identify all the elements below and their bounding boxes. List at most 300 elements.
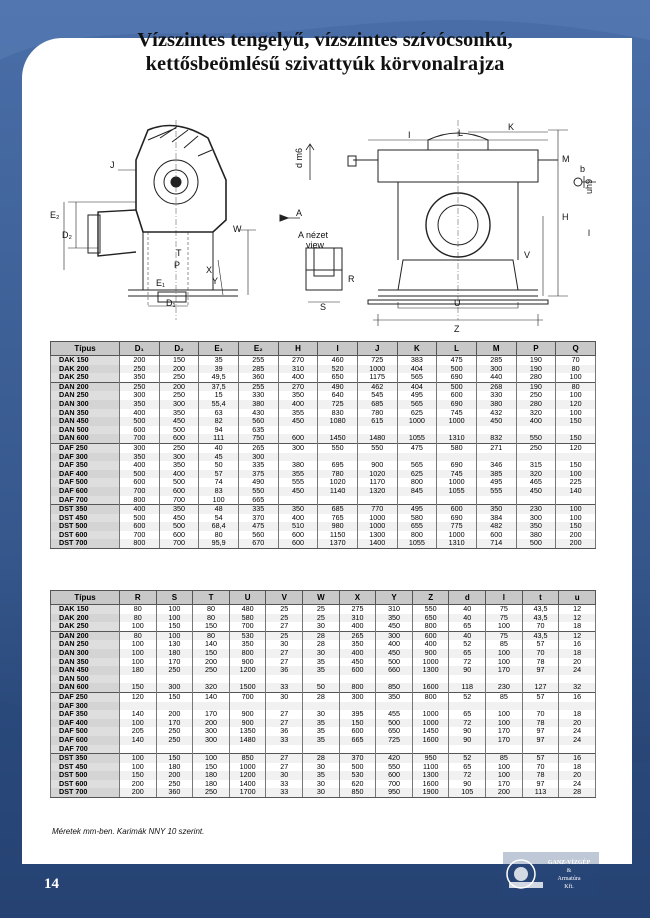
dimension-cell: 275 <box>339 605 376 614</box>
dimension-cell: 600 <box>278 434 318 443</box>
dimension-cell: 72 <box>449 658 486 667</box>
table-row <box>51 522 596 531</box>
dimension-cell: 250 <box>156 727 193 736</box>
dimension-cell: 800 <box>397 478 437 487</box>
dimension-cell: 440 <box>476 373 516 382</box>
dimension-table-2 <box>50 590 596 798</box>
dimension-cell: 1480 <box>229 736 266 745</box>
dimension-cell: 530 <box>339 771 376 780</box>
dimension-cell: 27 <box>266 710 303 719</box>
column-header: V <box>266 591 303 605</box>
column-header: K <box>397 342 437 356</box>
table-row <box>51 539 596 548</box>
dimension-cell: 482 <box>476 522 516 531</box>
dimension-cell: 127 <box>522 683 559 692</box>
dimension-cell: 550 <box>357 443 397 452</box>
dimension-cell: 700 <box>120 487 160 496</box>
label-M: M <box>562 154 570 164</box>
pump-type-cell: DAN 500 <box>51 675 120 684</box>
logo-text-4: Kft. <box>564 884 574 890</box>
dimension-cell <box>449 675 486 684</box>
dimension-cell <box>229 702 266 711</box>
dimension-cell: 100 <box>120 640 157 649</box>
pump-type-cell: DST 350 <box>51 505 120 514</box>
dimension-cell <box>486 702 523 711</box>
dimension-cell: 550 <box>238 487 278 496</box>
dimension-cell: 280 <box>516 400 556 409</box>
dimension-cell: 1150 <box>318 531 358 540</box>
dimension-cell: 530 <box>229 631 266 640</box>
dimension-cell: 43,5 <box>522 631 559 640</box>
dimension-cell: 1400 <box>229 780 266 789</box>
dimension-cell: 500 <box>159 522 199 531</box>
pump-type-cell: DAF 250 <box>51 692 120 701</box>
table-row <box>51 487 596 496</box>
dimension-cell <box>522 702 559 711</box>
dimension-cell: 560 <box>238 417 278 426</box>
table-row <box>51 356 596 365</box>
dimension-cell: 52 <box>449 754 486 763</box>
dimension-cell: 832 <box>476 434 516 443</box>
table-row <box>51 365 596 374</box>
dimension-cell: 580 <box>397 514 437 523</box>
pump-type-cell: DAF 700 <box>51 745 120 754</box>
dimension-cell <box>278 453 318 462</box>
dimension-cell: 500 <box>516 539 556 548</box>
dimension-cell: 85 <box>486 640 523 649</box>
dimension-cell <box>449 745 486 754</box>
dimension-cell: 100 <box>556 470 596 479</box>
dimension-cell: 140 <box>193 640 230 649</box>
dimension-cell: 190 <box>516 382 556 391</box>
dimension-cell: 700 <box>376 780 413 789</box>
dimension-cell: 380 <box>476 400 516 409</box>
dimension-cell: 400 <box>278 400 318 409</box>
pump-type-cell: DAF 300 <box>51 702 120 711</box>
dimension-cell: 35 <box>303 727 340 736</box>
pump-type-cell: DAN 200 <box>51 382 120 391</box>
column-header: D₂ <box>159 342 199 356</box>
dimension-cell: 43,5 <box>522 614 559 623</box>
dimension-cell: 350 <box>120 453 160 462</box>
dimension-cell: 1350 <box>229 727 266 736</box>
column-header: L <box>437 342 477 356</box>
dimension-cell: 346 <box>476 461 516 470</box>
dimension-cell: 400 <box>339 649 376 658</box>
detail-view <box>280 144 342 302</box>
dimension-cell: 600 <box>120 522 160 531</box>
pump-type-cell: DAK 250 <box>51 373 120 382</box>
table-row <box>51 505 596 514</box>
dimension-cell: 450 <box>159 514 199 523</box>
dimension-cell: 33 <box>266 788 303 797</box>
dimension-cell: 300 <box>159 453 199 462</box>
dimension-cell: 150 <box>556 461 596 470</box>
dimension-cell: 100 <box>193 754 230 763</box>
table-row <box>51 434 596 443</box>
dimension-cell: 75 <box>486 614 523 623</box>
label-X: X <box>206 265 213 275</box>
dimension-cell: 65 <box>449 649 486 658</box>
dimension-cell <box>357 426 397 435</box>
dimension-cell: 200 <box>156 771 193 780</box>
dimension-cell: 36 <box>266 666 303 675</box>
dimension-cell: 90 <box>449 666 486 675</box>
dimension-cell: 70 <box>522 622 559 631</box>
pump-type-cell: DAF 250 <box>51 443 120 452</box>
dimension-cell: 380 <box>238 400 278 409</box>
dimension-cell: 1020 <box>357 470 397 479</box>
dimension-cell <box>266 745 303 754</box>
dimension-cell: 100 <box>556 409 596 418</box>
dimension-cell: 450 <box>376 622 413 631</box>
dimension-cell: 30 <box>303 622 340 631</box>
column-header: d <box>449 591 486 605</box>
label-J: J <box>110 160 115 170</box>
dimension-cell: 495 <box>397 391 437 400</box>
pump-type-cell: DAF 500 <box>51 727 120 736</box>
dimension-cell <box>339 675 376 684</box>
column-header-type: Típus <box>51 342 120 356</box>
dimension-cell: 850 <box>229 754 266 763</box>
dimension-cell: 800 <box>412 692 449 701</box>
pump-type-cell: DAN 350 <box>51 409 120 418</box>
dimension-cell: 420 <box>376 754 413 763</box>
dimension-cell: 1000 <box>437 531 477 540</box>
side-view <box>64 120 256 320</box>
dimension-cell: 100 <box>486 658 523 667</box>
dimension-cell: 205 <box>120 727 157 736</box>
dimension-cell: 27 <box>266 754 303 763</box>
dimension-cell: 650 <box>412 614 449 623</box>
dimension-cell: 100 <box>556 505 596 514</box>
dimension-cell: 85 <box>486 692 523 701</box>
dimension-cell: 430 <box>238 409 278 418</box>
dimension-cell <box>397 426 437 435</box>
dimension-cell: 75 <box>486 605 523 614</box>
dimension-cell: 200 <box>159 365 199 374</box>
dimension-cell: 140 <box>120 736 157 745</box>
dimension-cell: 580 <box>437 443 477 452</box>
label-P: P <box>174 260 181 270</box>
dimension-cell: 1055 <box>397 434 437 443</box>
dimension-cell: 555 <box>278 478 318 487</box>
label-dm6: d m6 <box>294 147 304 168</box>
dimension-cell: 350 <box>229 640 266 649</box>
dimension-cell: 383 <box>397 356 437 365</box>
pump-type-cell: DAN 450 <box>51 417 120 426</box>
dimension-cell: 150 <box>156 692 193 701</box>
dimension-cell: 255 <box>238 356 278 365</box>
table-row <box>51 409 596 418</box>
label-D2: D₂ <box>62 230 72 240</box>
dimension-cell: 250 <box>159 443 199 452</box>
dimension-cell: 68,4 <box>199 522 239 531</box>
pump-type-cell: DAF 350 <box>51 461 120 470</box>
dimension-cell: 82 <box>199 417 239 426</box>
pump-type-cell: DST 500 <box>51 522 120 531</box>
dimension-cell: 1370 <box>318 539 358 548</box>
dimension-cell: 74 <box>199 478 239 487</box>
dimension-cell: 200 <box>193 719 230 728</box>
dimension-cell <box>156 702 193 711</box>
dimension-cell <box>303 745 340 754</box>
dimension-cell: 700 <box>229 692 266 701</box>
dimension-cell: 640 <box>318 391 358 400</box>
dimension-cell: 36 <box>266 727 303 736</box>
dimension-cell: 500 <box>159 478 199 487</box>
table-row <box>51 478 596 487</box>
dimension-cell: 600 <box>278 531 318 540</box>
dimension-cell: 300 <box>120 391 160 400</box>
dimension-cell: 745 <box>437 409 477 418</box>
dimension-cell: 520 <box>318 365 358 374</box>
table-row <box>51 754 596 763</box>
dimension-cell: 100 <box>199 496 239 505</box>
dimension-cell <box>156 745 193 754</box>
dimension-cell: 78 <box>522 658 559 667</box>
dimension-cell: 40 <box>449 631 486 640</box>
dimension-cell: 1000 <box>412 719 449 728</box>
dimension-cell: 35 <box>303 771 340 780</box>
table-row <box>51 496 596 505</box>
dimension-cell: 700 <box>229 622 266 631</box>
dimension-cell <box>303 675 340 684</box>
dimension-cell: 1480 <box>357 434 397 443</box>
front-view <box>348 120 596 326</box>
dimension-cell: 830 <box>318 409 358 418</box>
dimension-cell: 395 <box>339 710 376 719</box>
dimension-cell <box>266 702 303 711</box>
dimension-cell: 130 <box>156 640 193 649</box>
dimension-cell: 350 <box>278 505 318 514</box>
dimension-cell: 1000 <box>357 514 397 523</box>
dimension-cell: 18 <box>559 622 596 631</box>
dimension-cell: 465 <box>516 478 556 487</box>
label-W: W <box>233 224 242 234</box>
dimension-cell: 700 <box>120 531 160 540</box>
dimension-cell: 1900 <box>412 788 449 797</box>
pump-type-cell: DST 500 <box>51 771 120 780</box>
dimension-cell: 1400 <box>357 539 397 548</box>
dimension-cell: 450 <box>278 417 318 426</box>
table-row <box>51 417 596 426</box>
dimension-cell <box>120 702 157 711</box>
dimension-cell: 685 <box>318 505 358 514</box>
dimension-cell: 180 <box>120 666 157 675</box>
dimension-cell: 1300 <box>412 771 449 780</box>
pump-type-cell: DAN 600 <box>51 434 120 443</box>
dimension-cell: 200 <box>120 780 157 789</box>
dimension-cell: 63 <box>199 409 239 418</box>
dimension-cell: 600 <box>278 539 318 548</box>
dimension-cell: 12 <box>559 614 596 623</box>
logo-text-3: Armatúra <box>557 876 581 882</box>
dimension-cell: 140 <box>193 692 230 701</box>
dimension-cell: 150 <box>120 771 157 780</box>
dimension-cell: 250 <box>193 666 230 675</box>
dimension-cell: 230 <box>516 505 556 514</box>
title-line-2: kettősbeömlésű szivattyúk körvonalrajza <box>145 53 505 75</box>
dimension-cell: 1200 <box>229 666 266 675</box>
dimension-cell <box>476 453 516 462</box>
dimension-cell: 80 <box>556 382 596 391</box>
page-title <box>0 28 650 76</box>
dimension-cell: 30 <box>266 692 303 701</box>
dimension-cell: 35 <box>303 666 340 675</box>
dimension-cell: 70 <box>522 710 559 719</box>
dimension-cell: 500 <box>159 426 199 435</box>
dimension-cell: 105 <box>449 788 486 797</box>
dimension-cell: 200 <box>159 382 199 391</box>
dimension-cell: 1000 <box>229 763 266 772</box>
dimension-cell: 70 <box>522 649 559 658</box>
dimension-cell: 565 <box>397 461 437 470</box>
dimension-cell: 650 <box>376 727 413 736</box>
dimension-cell <box>486 675 523 684</box>
table-row <box>51 470 596 479</box>
dimension-cell: 30 <box>303 788 340 797</box>
dimension-cell: 380 <box>278 461 318 470</box>
view-caption-2: view <box>306 240 325 250</box>
dimension-cell: 462 <box>357 382 397 391</box>
dimension-cell: 450 <box>516 487 556 496</box>
column-header: t <box>522 591 559 605</box>
dimension-cell: 550 <box>412 605 449 614</box>
dimension-cell <box>559 702 596 711</box>
dimension-cell: 300 <box>476 365 516 374</box>
dimension-cell: 49,5 <box>199 373 239 382</box>
dimension-cell: 150 <box>156 754 193 763</box>
table-row <box>51 745 596 754</box>
label-T: T <box>176 248 182 258</box>
table-row <box>51 649 596 658</box>
dimension-cell: 600 <box>412 631 449 640</box>
dimension-cell: 80 <box>199 531 239 540</box>
dimension-cell: 300 <box>159 400 199 409</box>
dimension-cell: 625 <box>397 470 437 479</box>
dimension-cell: 375 <box>238 470 278 479</box>
dimension-cell: 12 <box>559 605 596 614</box>
dimension-cell: 97 <box>522 780 559 789</box>
dimension-cell: 350 <box>339 640 376 649</box>
dimension-cell: 35 <box>303 736 340 745</box>
dimension-cell: 170 <box>486 666 523 675</box>
pump-type-cell: DAF 700 <box>51 496 120 505</box>
dimension-cell: 27 <box>266 622 303 631</box>
table-row <box>51 719 596 728</box>
dimension-cell: 150 <box>159 356 199 365</box>
dimension-cell: 100 <box>486 710 523 719</box>
dimension-cell: 700 <box>159 539 199 548</box>
dimension-cell: 95,9 <box>199 539 239 548</box>
dimension-cell <box>376 675 413 684</box>
table-row <box>51 391 596 400</box>
dimension-cell: 118 <box>449 683 486 692</box>
dimension-cell: 300 <box>238 453 278 462</box>
dimension-cell: 27 <box>266 763 303 772</box>
dimension-cell: 455 <box>376 710 413 719</box>
dimension-cell: 35 <box>199 356 239 365</box>
dimension-cell: 100 <box>120 649 157 658</box>
dimension-cell: 120 <box>120 692 157 701</box>
pump-type-cell: DAK 200 <box>51 614 120 623</box>
dimension-cell <box>357 453 397 462</box>
dimension-cell: 745 <box>437 470 477 479</box>
dimension-cell: 52 <box>449 692 486 701</box>
table-row <box>51 763 596 772</box>
dimension-cell: 55,4 <box>199 400 239 409</box>
dimension-cell: 900 <box>229 658 266 667</box>
dimension-cell: 770 <box>357 505 397 514</box>
logo-text-1: GANZ-VÍZGÉP <box>547 860 591 866</box>
dimension-cell: 80 <box>120 631 157 640</box>
pump-type-cell: DAN 200 <box>51 631 120 640</box>
dimension-cell: 100 <box>486 622 523 631</box>
dimension-cell: 300 <box>193 736 230 745</box>
dimension-cell: 350 <box>376 614 413 623</box>
dimension-cell: 50 <box>199 461 239 470</box>
label-V: V <box>524 250 531 260</box>
table-row <box>51 692 596 701</box>
dimension-cell: 300 <box>376 631 413 640</box>
dimension-cell: 800 <box>229 649 266 658</box>
dimension-cell: 70 <box>556 356 596 365</box>
dimension-cell: 1170 <box>357 478 397 487</box>
dimension-cell: 1700 <box>229 788 266 797</box>
dimension-cell: 300 <box>156 683 193 692</box>
dimension-cell: 265 <box>339 631 376 640</box>
label-A: A <box>296 208 303 218</box>
dimension-cell: 70 <box>522 763 559 772</box>
dimension-cell: 690 <box>437 461 477 470</box>
dimension-cell: 665 <box>339 736 376 745</box>
dimension-cell: 495 <box>397 505 437 514</box>
dimension-cell: 180 <box>193 771 230 780</box>
dimension-cell: 1100 <box>412 763 449 772</box>
label-H: H <box>562 212 569 222</box>
dimension-cell: 765 <box>318 514 358 523</box>
dimension-cell: 150 <box>193 622 230 631</box>
label-l: l <box>588 228 590 238</box>
dimension-cell: 780 <box>357 409 397 418</box>
dimension-cell: 200 <box>486 788 523 797</box>
dimension-cell: 600 <box>476 531 516 540</box>
pump-type-cell: DAN 300 <box>51 400 120 409</box>
dimension-cell: 250 <box>120 365 160 374</box>
dimension-cell: 600 <box>339 666 376 675</box>
dimension-cell: 600 <box>120 478 160 487</box>
dimension-cell: 200 <box>193 658 230 667</box>
table-row <box>51 675 596 684</box>
dimension-cell: 355 <box>278 470 318 479</box>
dimension-cell: 800 <box>120 496 160 505</box>
dimension-cell <box>278 496 318 505</box>
dimension-cell: 555 <box>476 487 516 496</box>
dimension-cell: 432 <box>476 409 516 418</box>
dimension-cell: 400 <box>159 470 199 479</box>
dimension-cell <box>412 745 449 754</box>
dimension-cell: 140 <box>556 487 596 496</box>
column-header: Z <box>412 591 449 605</box>
dimension-cell: 690 <box>437 400 477 409</box>
dimension-cell <box>193 702 230 711</box>
dimension-cell: 32 <box>559 683 596 692</box>
dimension-cell: 690 <box>437 373 477 382</box>
dimension-cell: 700 <box>159 496 199 505</box>
dimension-cell: 100 <box>486 649 523 658</box>
dimension-cell: 16 <box>559 754 596 763</box>
